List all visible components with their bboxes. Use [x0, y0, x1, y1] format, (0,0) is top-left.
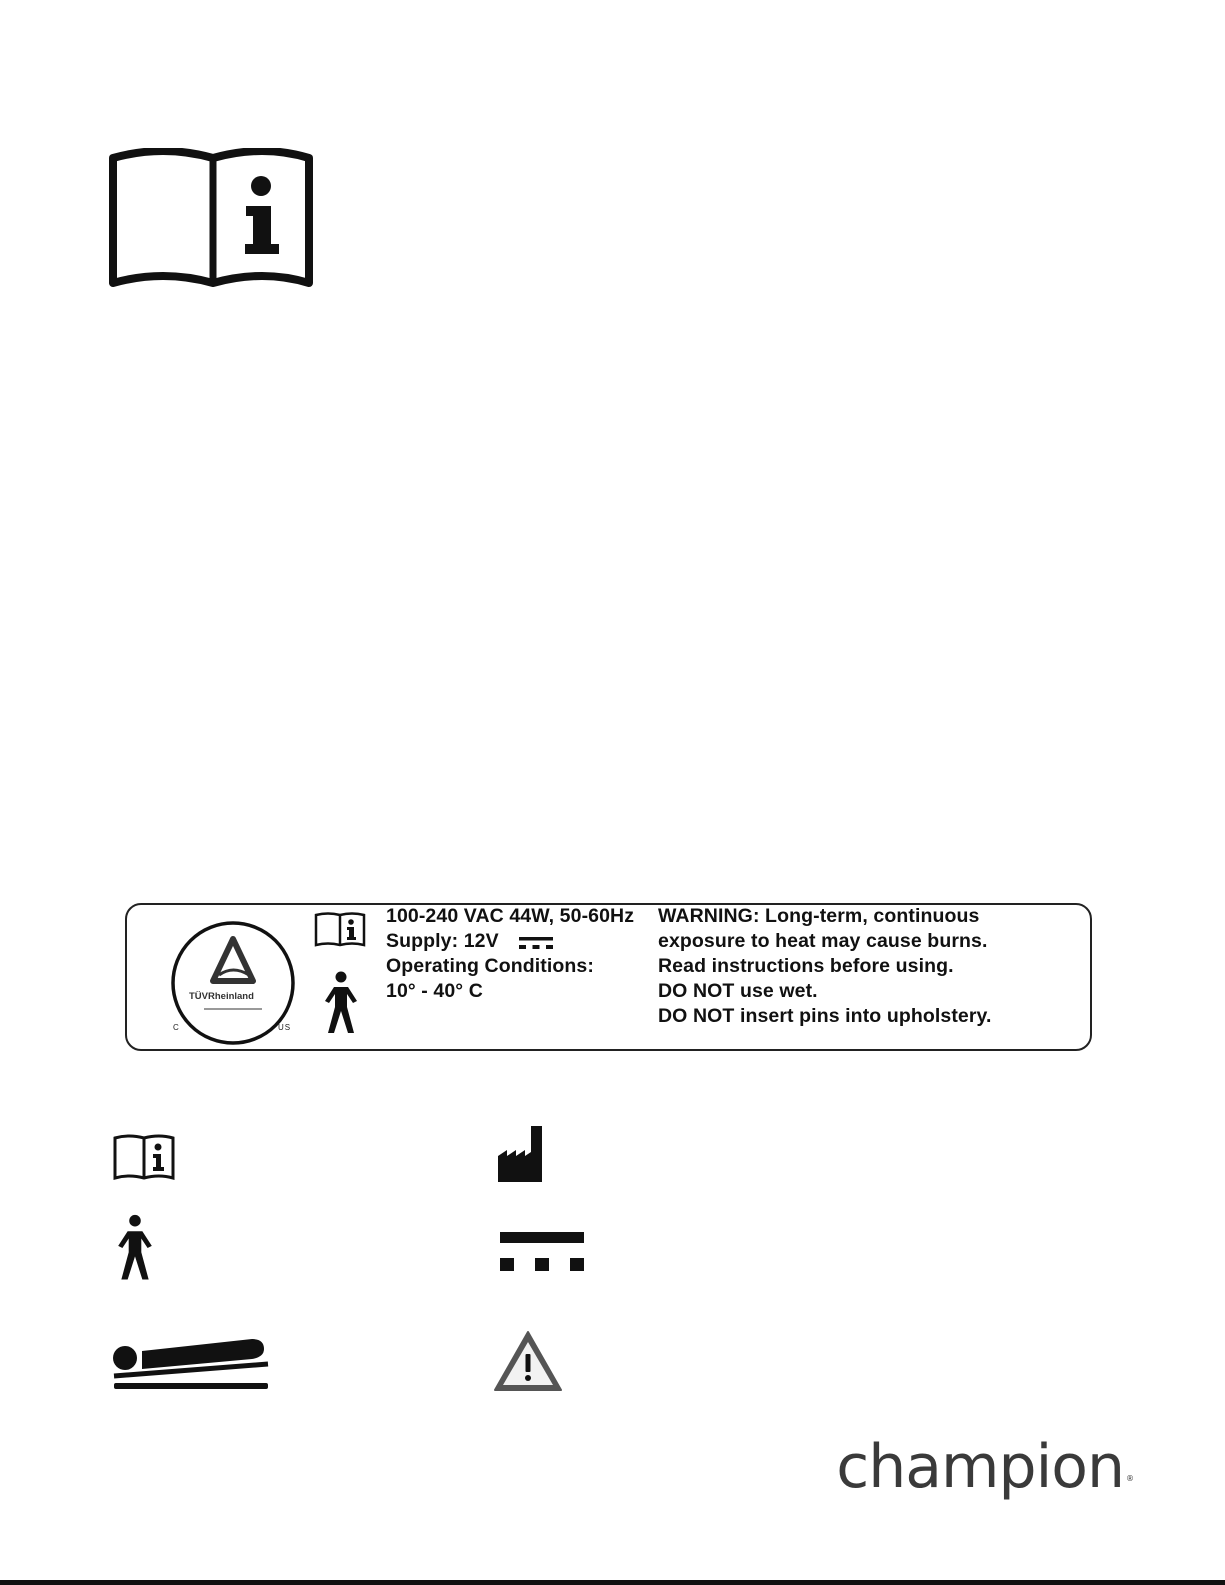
product-label	[125, 903, 1092, 1051]
symbol-type-bf-applied-part-icon	[114, 1214, 156, 1282]
label-spec-line-temperature: 10° - 40° C	[386, 980, 483, 1002]
label-warning-line-1: WARNING: Long-term, continuous	[658, 905, 980, 927]
cert-letters-us: US	[278, 1023, 292, 1032]
label-type-bf-applied-part-icon	[321, 971, 361, 1035]
symbol-instructions-manual-icon	[112, 1133, 176, 1181]
cert-letter-c: C	[173, 1023, 180, 1032]
bottom-rule	[0, 1580, 1225, 1585]
symbol-warning-triangle-icon	[493, 1330, 563, 1392]
symbol-manufacturer-icon	[498, 1126, 542, 1182]
tuv-mark-text: TÜVRheinland	[189, 991, 254, 1002]
label-spec-line-power: 100-240 VAC 44W, 50-60Hz	[386, 905, 635, 927]
label-instructions-manual-icon	[314, 911, 366, 947]
label-spec-line-operating-conditions: Operating Conditions:	[386, 955, 594, 977]
label-warning-line-2: exposure to heat may cause burns.	[658, 930, 988, 952]
symbol-direct-current-icon	[500, 1232, 584, 1272]
brand-logo-text: champion	[836, 1432, 1124, 1502]
label-warning-line-3: Read instructions before using.	[658, 955, 954, 977]
label-warning-line-5: DO NOT insert pins into upholstery.	[658, 1005, 992, 1027]
label-warning-line-4: DO NOT use wet.	[658, 980, 818, 1002]
large-instructions-manual-icon	[108, 148, 314, 288]
symbol-patient-lying-icon	[112, 1333, 272, 1393]
label-spec-line-supply: Supply: 12V	[386, 930, 499, 952]
registered-mark: ®	[1126, 1474, 1133, 1483]
label-direct-current-icon	[519, 937, 553, 951]
champion-brand-logo	[836, 1432, 1133, 1502]
